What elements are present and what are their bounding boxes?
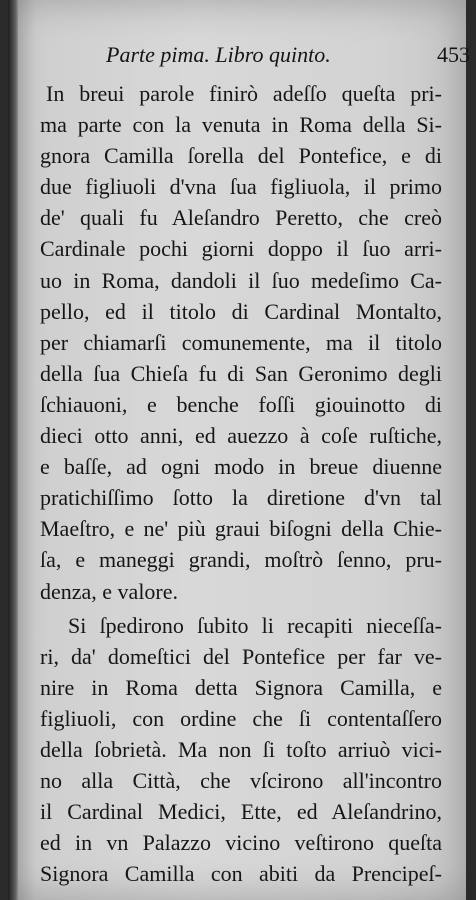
text-line: nire in Roma detta Signora Camilla, e	[40, 674, 442, 700]
book-page	[8, 0, 470, 900]
text-line: ſchiauoni, e benche foſſi giouinotto di	[40, 391, 442, 417]
text-line: ri, da' domeſtici del Pontefice per far ve-	[40, 643, 442, 669]
running-title: Parte pima. Libro quinto.	[106, 42, 331, 67]
text-line: ſa, e maneggi grandi, moſtrò ſenno, pru-	[40, 547, 442, 573]
text-line: de' quali fu Aleſandro Peretto, che creò	[40, 205, 442, 231]
text-line: Signora Camilla con abiti da Prencipeſ-	[40, 861, 442, 887]
text-line: gnora Camilla ſorella del Pontefice, e di	[40, 143, 442, 169]
text-line: ma parte con la venuta in Roma della Si-	[40, 112, 442, 138]
text-line: no alla Città, che vſcirono all'incontro	[40, 768, 442, 794]
book-spine-shadow	[8, 0, 18, 900]
paragraph-1	[40, 78, 442, 607]
text-line: della ſua Chieſa fu di San Geronimo degli	[40, 360, 442, 386]
page-number: 453	[437, 42, 470, 67]
paragraph-2	[40, 610, 442, 890]
text-line: il Cardinal Medici, Ette, ed Aleſandrino,	[40, 799, 442, 825]
text-line: per chiamarſi comunemente, ma il titolo	[40, 329, 442, 355]
text-line: della ſobrietà. Ma non ſi toſto arriuò vici-	[40, 736, 442, 762]
text-line: dieci otto anni, ed auezzo à coſe ruſtiche,	[40, 423, 442, 449]
text-line: Maeſtro, e ne' più graui biſogni della Chie-	[40, 516, 442, 542]
text-line: figliuoli, con ordine che ſi contentaſſero	[40, 705, 442, 731]
text-line: pello, ed il titolo di Cardinal Montalto,	[40, 298, 442, 324]
text-line: ed in vn Palazzo vicino veſtirono queſta	[40, 830, 442, 856]
text-line: denza, e valore.	[40, 578, 179, 604]
text-line: uo in Roma, dandoli il ſuo medeſimo Ca-	[40, 267, 442, 293]
running-header	[106, 42, 470, 76]
text-line: Si ſpedirono ſubito li recapiti nieceſſa-	[68, 612, 442, 638]
text-line: pratichiſſimo ſotto la diretione d'vn tal	[40, 485, 442, 511]
body-text	[40, 78, 442, 889]
text-line: Cardinale pochi giorni doppo il ſuo arri-	[40, 236, 442, 262]
text-line: due figliuoli d'vna ſua figliuola, il primo	[40, 174, 442, 200]
text-line: e baſſe, ad ogni modo in breue diuenne	[40, 454, 442, 480]
text-line: In breui parole finirò adeſſo queſta pri-	[46, 81, 442, 106]
